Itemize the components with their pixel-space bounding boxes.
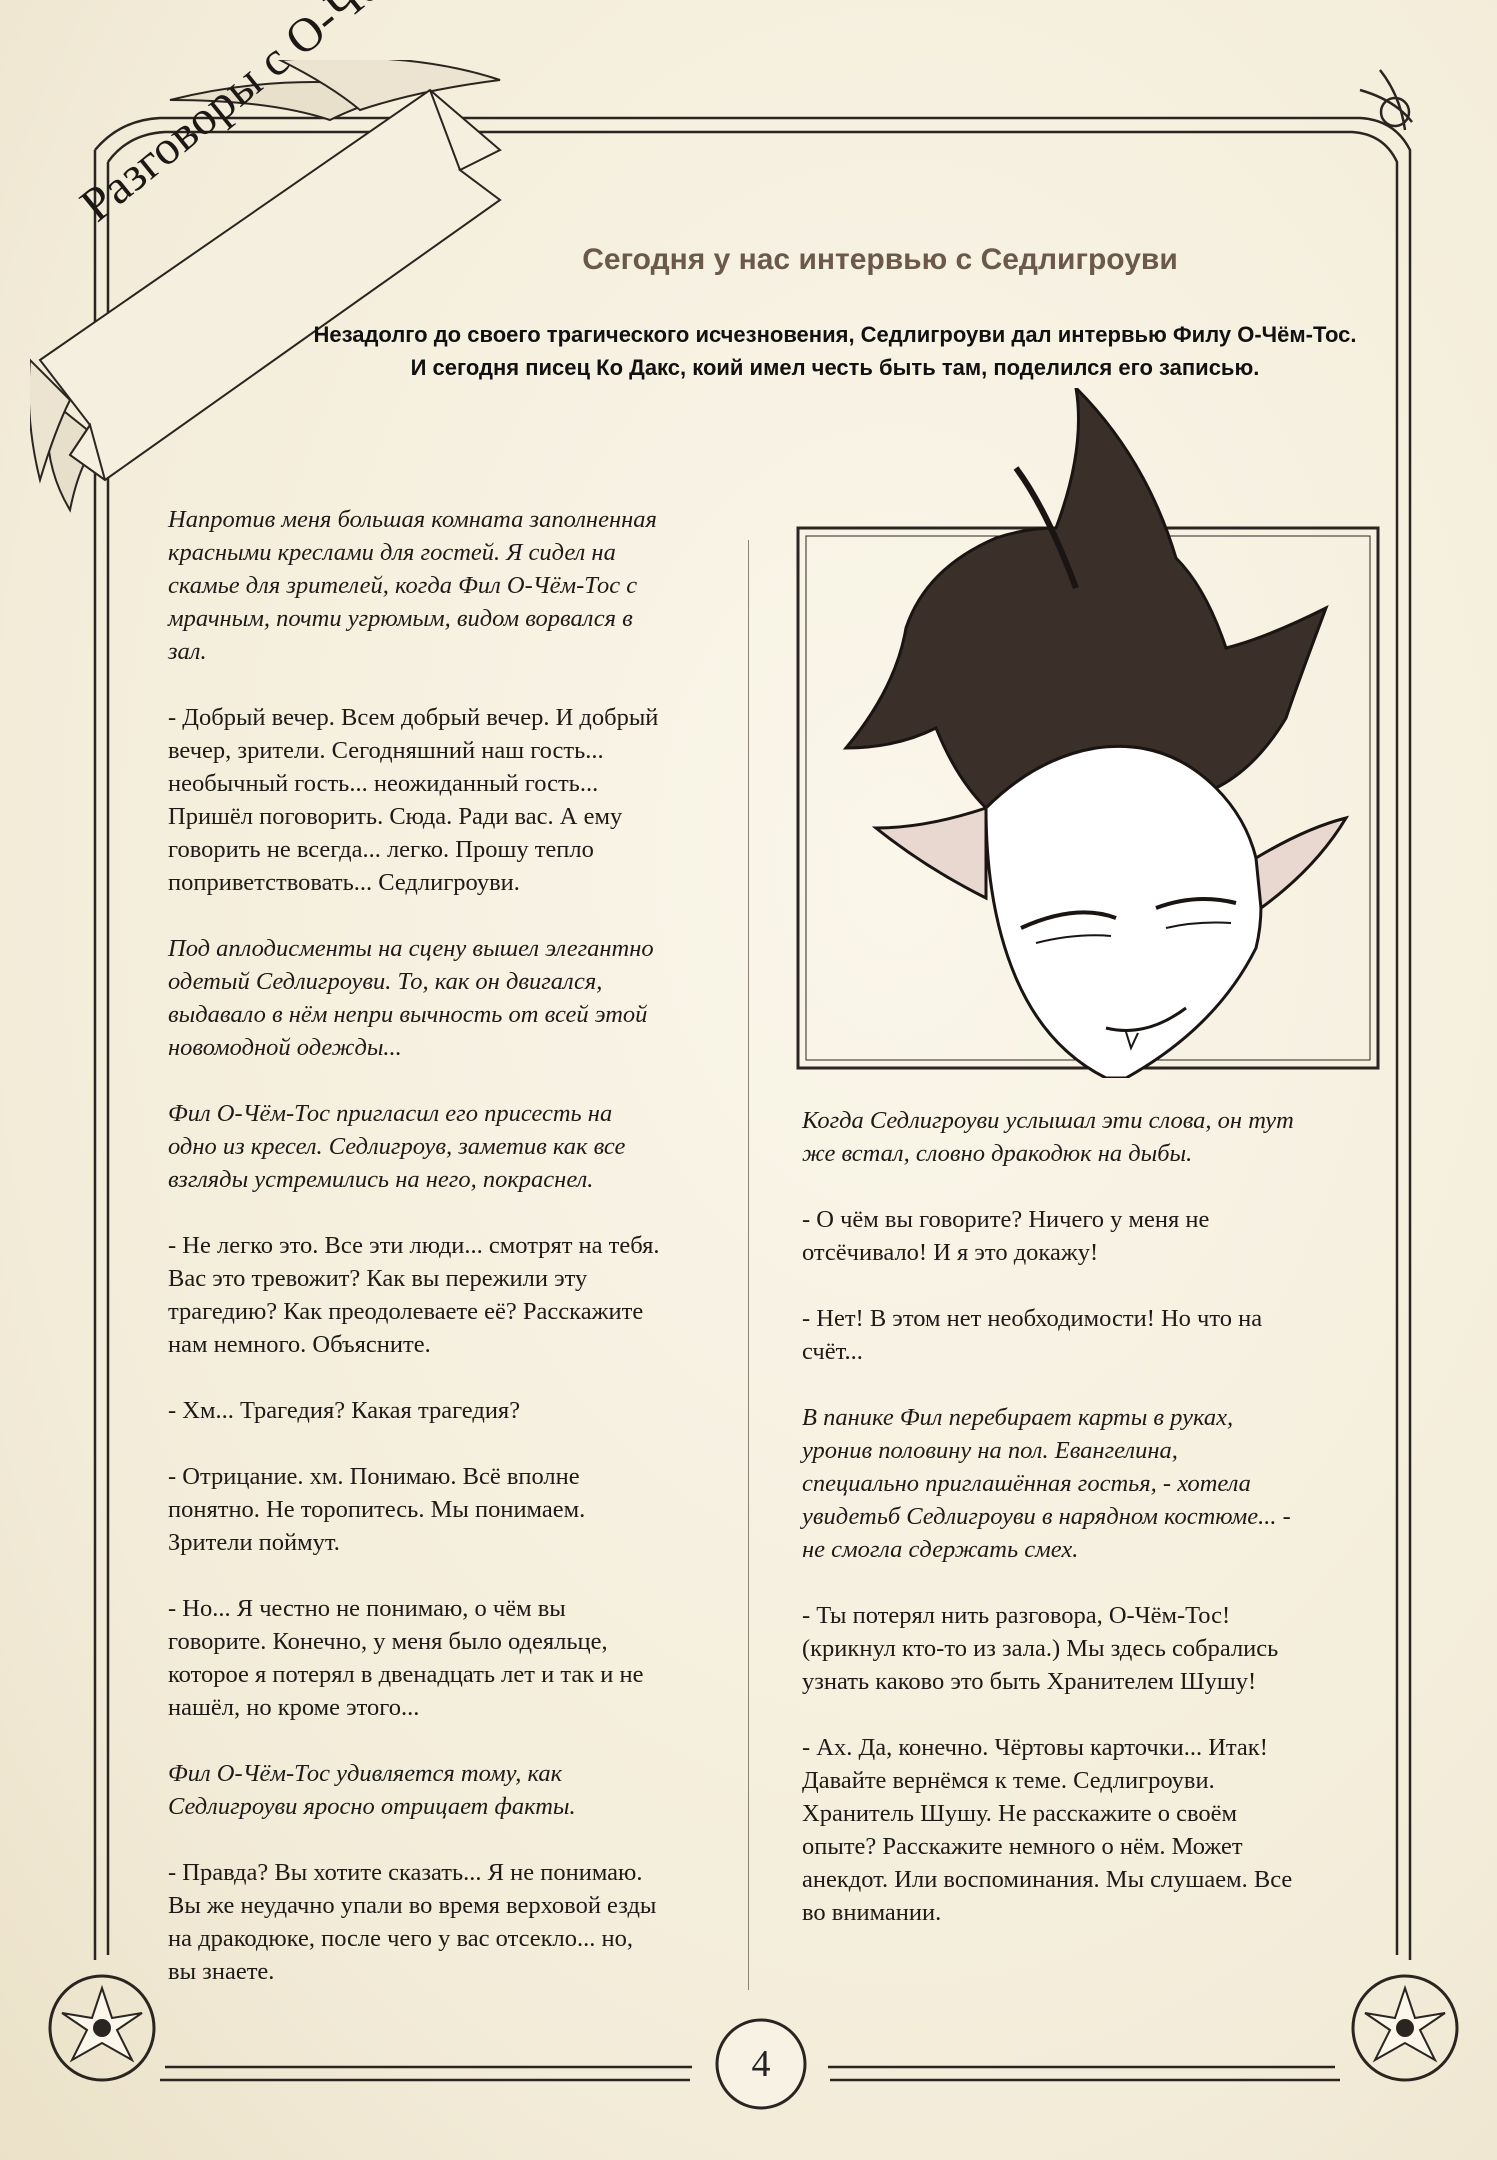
left-paragraph: - Добрый вечер. Всем добрый вечер. И добрый вечер, зрители. Сегодняшний наш гость... необычный гость... неожиданный гость... Пришёл поговорить. Сюда. Ради вас. А ему говорить не всегда... легко. Прошу тепло поприветствовать... Седлигроуви.	[168, 704, 659, 896]
left-paragraph: - Не легко это. Все эти люди... смотрят на тебя. Вас это тревожит? Как вы пережили эту трагедию? Как преодолеваете её? Расскажите нам немного. Объясните.	[168, 1232, 660, 1358]
left-paragraph: - Правда? Вы хотите сказать... Я не понимаю. Вы же неудачно упали во время верховой езды на дракодюке, после чего у вас отсекло... но, вы знаете.	[168, 1859, 657, 1985]
right-paragraph: - Ах. Да, конечно. Чёртовы карточки... Итак! Давайте вернёмся к теме. Седлигроуви. Хранитель Шушу. Не расскажите о своём опыте? Расскажите немного о нём. Может анекдот. Или воспоминания. Мы слушаем. Все во внимании.	[802, 1734, 1293, 1926]
right-paragraph: - О чём вы говорите? Ничего у меня не отсёчивало! И я это докажу!	[802, 1206, 1210, 1266]
corner-flower-ornament	[1345, 1968, 1465, 2088]
corner-flower-ornament	[42, 1968, 162, 2088]
left-paragraph: - Но... Я честно не понимаю, о чём вы говорите. Конечно, у меня было одеяльце, которое я потерял в двенадцать лет и так и не нашёл, но кроме этого...	[168, 1595, 644, 1721]
column-divider	[748, 540, 749, 1990]
right-column	[802, 1104, 1372, 1962]
article-subtitle: Сегодня у нас интервью с Седлигроуви	[582, 243, 1178, 276]
left-paragraph: Фил О-Чём-Тос пригласил его присесть на одно из кресел. Седлигроув, заметив как все взгляды устремились на него, покраснел.	[168, 1100, 626, 1193]
article-intro	[260, 318, 1410, 384]
right-paragraph: Когда Седлигроуви услышал эти слова, он тут же встал, словно дракодюк на дыбы.	[802, 1107, 1294, 1167]
right-paragraph: - Нет! В этом нет необходимости! Но что на счёт...	[802, 1305, 1263, 1365]
page-number: 4	[751, 2043, 771, 2085]
right-paragraph: В панике Фил перебирает карты в руках, уронив половину на пол. Евангелина, специально приглашённая гостья, - хотела увидетьб Седлигроуви в нарядном костюме... - не смогла сдержать смех.	[802, 1404, 1291, 1563]
left-paragraph: - Отрицание. хм. Понимаю. Всё вполне понятно. Не торопитесь. Мы понимаем. Зрители поймут.	[168, 1463, 586, 1556]
left-paragraph: Под аплодисменты на сцену вышел элегантно одетый Седлигроуви. То, как он двигался, выдавало в нём непри вычность от всей этой новомодной одежды...	[168, 935, 654, 1061]
right-paragraph: - Ты потерял нить разговора, О-Чём-Тос! (крикнул кто-то из зала.) Мы здесь собрались узнать каково это быть Хранителем Шушу!	[802, 1602, 1279, 1695]
title-banner	[30, 60, 550, 520]
left-paragraph: - Хм... Трагедия? Какая трагедия?	[168, 1397, 521, 1424]
intro-line-1: Незадолго до своего трагического исчезновения, Седлигроуви дал интервью Филу О-Чём-Тос.	[313, 322, 1357, 347]
left-paragraph: Фил О-Чём-Тос удивляется тому, как Седлигроуви яросно отрицает факты.	[168, 1760, 576, 1820]
character-portrait	[786, 388, 1396, 1078]
left-paragraph: Напротив меня большая комната заполненная красными креслами для гостей. Я сидел на скамье для зрителей, когда Фил О-Чём-Тос с мрачным, почти угрюмым, видом ворвался в зал.	[168, 506, 657, 665]
left-column	[168, 503, 738, 2021]
intro-line-2: И сегодня писец Ко Дакс, коий имел честь быть там, поделился его записью.	[410, 355, 1260, 380]
